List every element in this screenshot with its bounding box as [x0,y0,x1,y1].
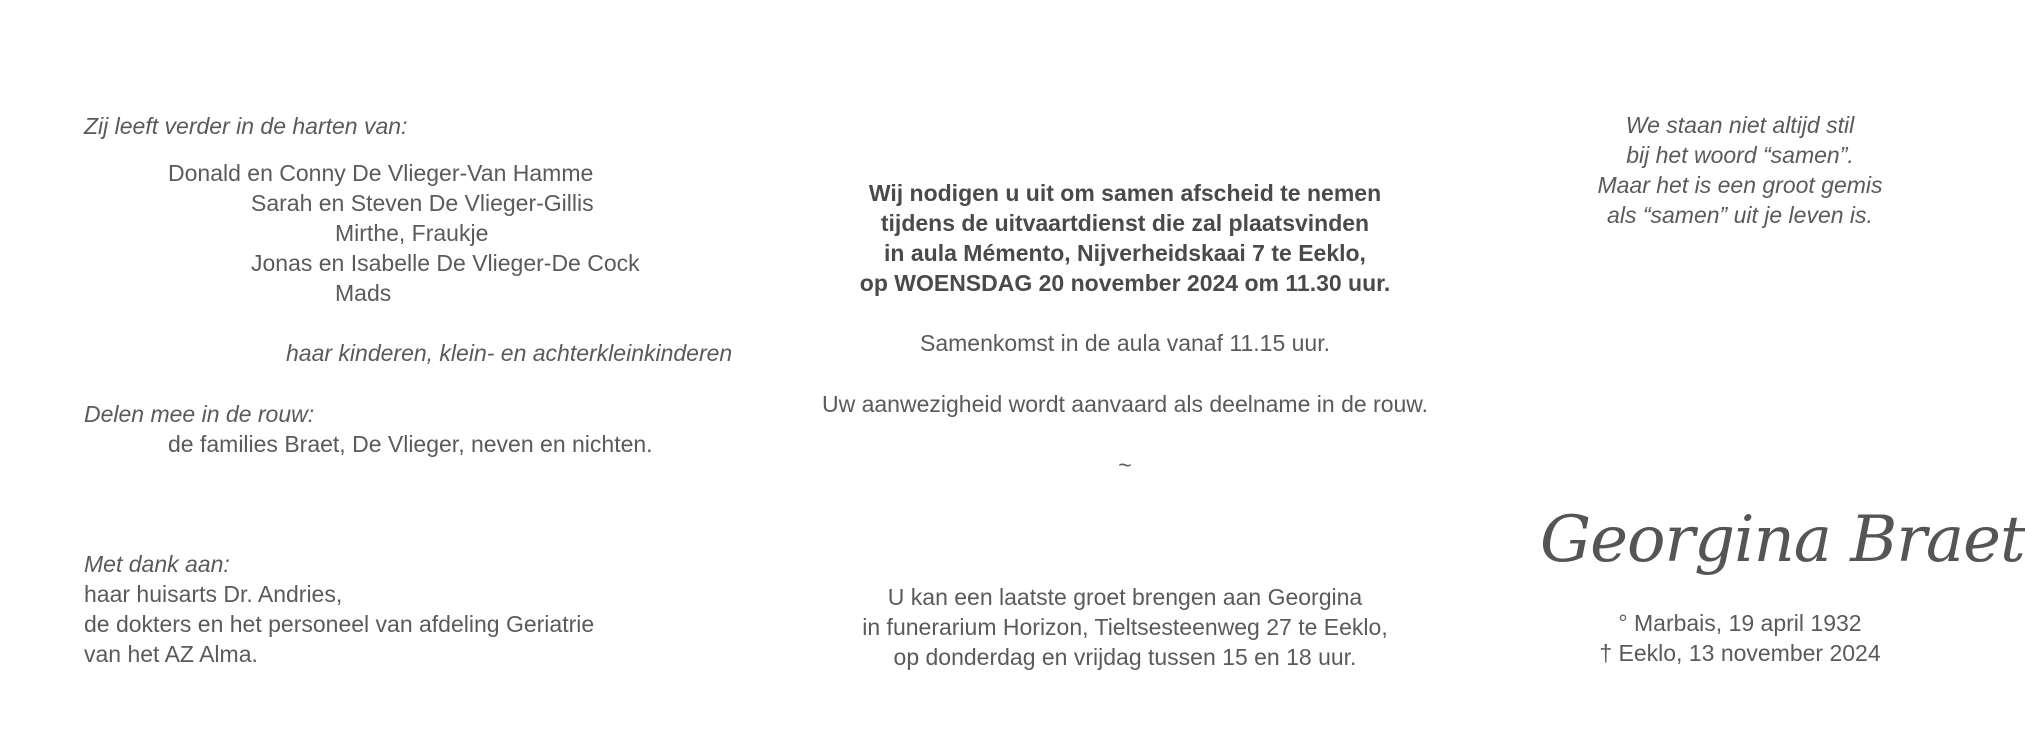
family-line-2: Sarah en Steven De Vlieger-Gillis [251,190,594,216]
family-line-3: Mirthe, Fraukje [335,220,489,246]
family-line-1: Donald en Conny De Vlieger-Van Hamme [168,160,594,186]
mourn-intro: Delen mee in de rouw: [84,401,315,427]
thanks-block [84,549,594,669]
thanks-line-1: haar huisarts Dr. Andries, [84,581,343,607]
divider-tilde: ~ [1118,452,1132,478]
visit-line-2: in funerarium Horizon, Tieltsesteenweg 27 te Eeklo, [862,614,1388,640]
visit-line-1: U kan een laatste groet brengen aan Georgina [887,584,1363,610]
gathering-time: Samenkomst in de aula vanaf 11.15 uur. [919,330,1330,356]
thanks-line-2: de dokters en het personeel van afdeling Geriatrie [84,611,595,637]
invite-line-1: Wij nodigen u uit om samen afscheid te nemen [868,180,1382,206]
deceased-name: Georgina Braet [1540,503,2025,577]
invite-line-4: op WOENSDAG 20 november 2024 om 11.30 uur. [859,270,1391,296]
poem-line-4: als “samen” uit je leven is. [1607,202,1873,228]
family-description: haar kinderen, klein- en achterkleinkinderen [286,340,733,366]
funeral-invitation [780,178,1470,298]
poem-line-2: bij het woord “samen”. [1626,142,1854,168]
visit-info [780,582,1470,672]
thanks-intro: Met dank aan: [84,551,230,577]
family-intro: Zij leeft verder in de harten van: [84,113,408,139]
family-line-4: Jonas en Isabelle De Vlieger-De Cock [251,250,640,276]
invite-line-3: in aula Mémento, Nijverheidskaai 7 te Eeklo, [884,240,1366,266]
visit-line-3: op donderdag en vrijdag tussen 15 en 18 uur. [893,644,1357,670]
death-date: † Eeklo, 13 november 2024 [1599,640,1881,666]
presence-note: Uw aanwezigheid wordt aanvaard als deelname in de rouw. [821,391,1429,417]
poem [1540,110,1940,230]
thanks-line-3: van het AZ Alma. [84,641,258,667]
family-line-5: Mads [335,280,392,306]
invite-line-2: tijdens de uitvaartdienst die zal plaatsvinden [880,210,1370,236]
mourn-families: de families Braet, De Vlieger, neven en nichten. [168,431,653,457]
poem-line-1: We staan niet altijd stil [1625,112,1855,138]
birth-date: ° Marbais, 19 april 1932 [1618,610,1862,636]
life-dates [1540,608,1940,668]
poem-line-3: Maar het is een groot gemis [1597,172,1883,198]
